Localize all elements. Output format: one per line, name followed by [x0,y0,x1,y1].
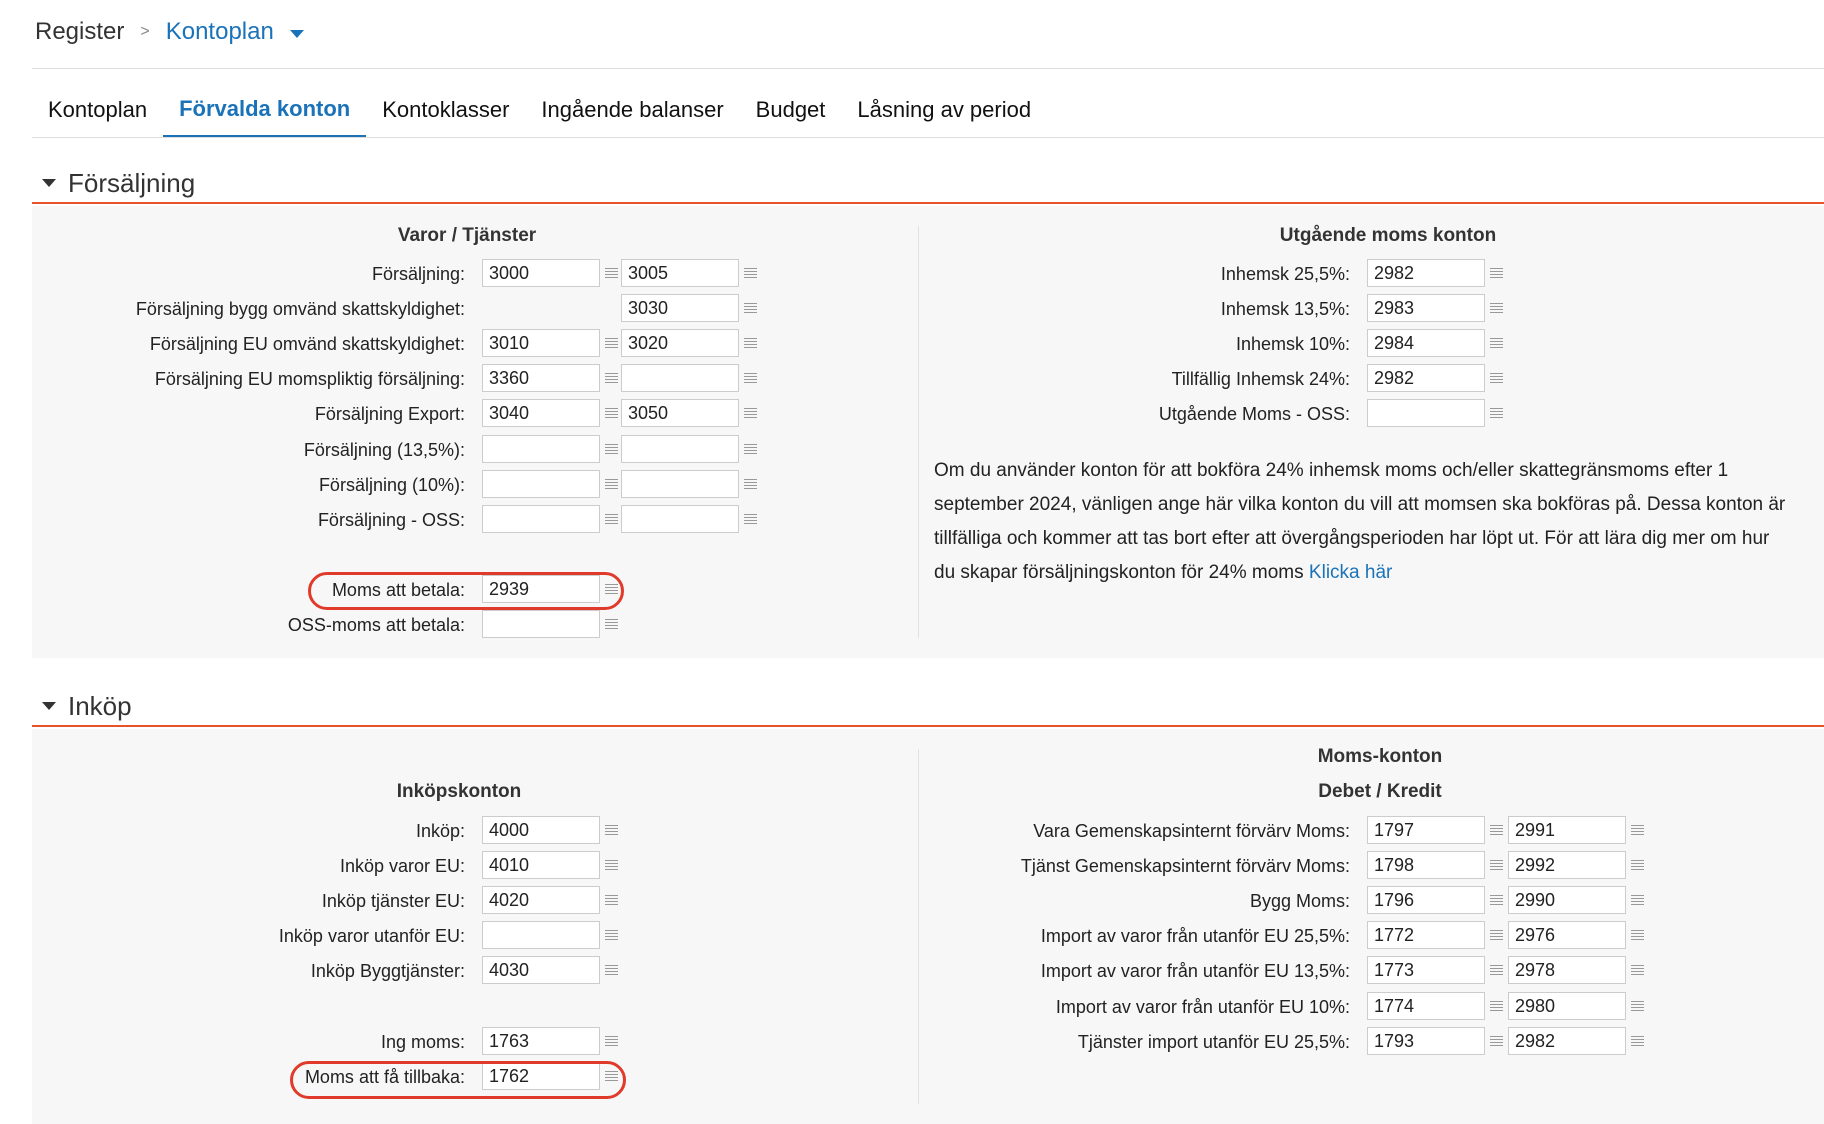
out-vat-label: Tillfällig Inhemsk 24%: [1171,369,1350,389]
list-icon[interactable] [600,259,622,287]
list-icon [605,408,618,418]
list-icon[interactable] [1626,1027,1648,1055]
list-icon[interactable] [1626,921,1648,949]
sales-account-alt-field[interactable] [621,259,739,287]
list-icon [1490,268,1503,278]
vat-credit-field[interactable] [1508,886,1626,914]
list-icon[interactable] [600,435,622,463]
sales-account-field[interactable] [482,399,600,427]
info-link[interactable]: Klicka här [1308,562,1393,583]
list-icon[interactable] [1626,992,1648,1020]
tab-budget[interactable]: Budget [755,97,826,122]
sales-row-label: Försäljning (10%): [318,475,465,495]
list-icon [605,1071,618,1081]
subheading-inkopskonton: Inköpskonton [396,781,522,802]
list-icon[interactable] [600,921,622,949]
oss-vat-payable-label: OSS-moms att betala: [287,615,465,635]
sales-account-field[interactable] [482,505,600,533]
tab-forvalda-konton[interactable]: Förvalda konton [163,82,366,138]
list-icon [744,373,757,383]
list-icon [744,408,757,418]
list-icon [1631,1036,1644,1046]
list-icon [1490,965,1503,975]
list-icon[interactable] [600,851,622,879]
list-icon [744,268,757,278]
breadcrumb-current[interactable]: Kontoplan [165,18,274,45]
caret-down-icon[interactable] [290,30,304,38]
list-icon[interactable] [1626,886,1648,914]
list-icon[interactable] [739,329,761,357]
vat-debit-field[interactable] [1367,1027,1485,1055]
vat-account-label: Tjänst Gemenskapsinternt förvärv Moms: [1020,856,1350,876]
subheading-debet-kredit: Debet / Kredit [1318,781,1442,802]
sales-account-alt-field[interactable] [621,435,739,463]
divider [32,68,1824,69]
list-icon[interactable] [600,1027,622,1055]
sales-row-label: Försäljning EU omvänd skattskyldighet: [149,334,465,354]
list-icon [605,373,618,383]
tab-lasning-av-period[interactable]: Låsning av period [857,97,1032,122]
list-icon[interactable] [739,435,761,463]
vat-account-label: Import av varor från utanför EU 10%: [1055,997,1350,1017]
list-icon[interactable] [1626,816,1648,844]
list-icon[interactable] [1485,1027,1507,1055]
info-text: Om du använder konton för att bokföra 24% inhemsk moms och/eller skattegränsmoms efter 1 september 2024, vänligen ange här vilka konton du vill att momsen ska bokföras på. Dessa konton är tillfälliga och kommer att tas bort efter att övergångsperioden har löpt ut. För att lära dig mer om hur du skapar försäljningskonton för 24% moms Klicka här [934,460,1786,583]
list-icon[interactable] [739,470,761,498]
section-header-sales[interactable] [32,164,1824,204]
sales-account-alt-field[interactable] [621,294,739,322]
out-vat-field[interactable] [1367,294,1485,322]
list-icon [1631,860,1644,870]
out-vat-label: Utgående Moms - OSS: [1158,404,1350,424]
list-icon [605,930,618,940]
sales-account-field[interactable] [482,435,600,463]
vat-refund-field[interactable] [482,1062,600,1090]
out-vat-field[interactable] [1367,259,1485,287]
vat-credit-field[interactable] [1508,1027,1626,1055]
list-icon[interactable] [1626,851,1648,879]
sales-row-label: Försäljning (13,5%): [303,440,465,460]
list-icon [744,514,757,524]
vat-credit-field[interactable] [1508,816,1626,844]
list-icon [1631,1001,1644,1011]
vat-refund-label: Moms att få tillbaka: [304,1067,465,1087]
list-icon [605,514,618,524]
list-icon [744,444,757,454]
list-icon [1490,338,1503,348]
list-icon [744,479,757,489]
purchase-account-field[interactable] [482,956,600,984]
subheading-moms-konton: Moms-konton [1317,746,1443,767]
list-icon[interactable] [739,294,761,322]
sales-row-label: Försäljning Export: [314,404,465,424]
list-icon [605,860,618,870]
oss-vat-payable-field[interactable] [482,610,600,638]
list-icon[interactable] [600,575,622,603]
out-vat-label: Inhemsk 25,5%: [1220,264,1350,284]
purchase-account-field[interactable] [482,851,600,879]
sales-account-alt-field[interactable] [621,399,739,427]
list-icon [1631,825,1644,835]
column-divider [918,749,919,1104]
vat-account-label: Import av varor från utanför EU 25,5%: [1040,926,1350,946]
caret-down-icon[interactable] [42,702,56,710]
vat-debit-field[interactable] [1367,886,1485,914]
list-icon [605,479,618,489]
breadcrumb-separator: > [140,23,150,40]
sales-panel [32,206,1824,658]
out-vat-field[interactable] [1367,364,1485,392]
list-icon [744,338,757,348]
list-icon [605,965,618,975]
section-title: Inköp [68,690,132,721]
vat-debit-field[interactable] [1367,956,1485,984]
sales-account-alt-field[interactable] [621,505,739,533]
out-vat-label: Inhemsk 10%: [1235,334,1350,354]
list-icon[interactable] [600,364,622,392]
list-icon [605,825,618,835]
tab-bar [32,82,1047,138]
purchase-row-label: Inköp varor utanför EU: [278,926,465,946]
vat-credit-field[interactable] [1508,851,1626,879]
list-icon[interactable] [739,505,761,533]
list-icon[interactable] [600,399,622,427]
list-icon [605,895,618,905]
list-icon[interactable] [1485,851,1507,879]
list-icon [1490,895,1503,905]
purchase-row-label: Inköp tjänster EU: [321,891,465,911]
list-icon[interactable] [600,505,622,533]
vat-credit-field[interactable] [1508,992,1626,1020]
list-icon [1631,895,1644,905]
vat-account-label: Tjänster import utanför EU 25,5%: [1077,1032,1350,1052]
section-header-purchase[interactable] [32,687,1824,727]
list-icon[interactable] [1485,364,1507,392]
input-vat-label: Ing moms: [380,1032,465,1052]
list-icon [1490,1001,1503,1011]
list-icon[interactable] [1626,956,1648,984]
vat-account-label: Bygg Moms: [1249,891,1350,911]
breadcrumb-register[interactable]: Register [35,18,125,45]
list-icon[interactable] [600,816,622,844]
sales-account-field[interactable] [482,259,600,287]
sales-row-label: Försäljning bygg omvänd skattskyldighet: [135,299,465,319]
list-icon[interactable] [1485,956,1507,984]
vat-debit-field[interactable] [1367,851,1485,879]
purchase-row-label: Inköp: [415,821,465,841]
list-icon [1490,408,1503,418]
column-divider [918,226,919,638]
out-vat-field[interactable] [1367,329,1485,357]
subheading-varor-tjanster: Varor / Tjänster [397,225,537,246]
sales-account-alt-field[interactable] [621,329,739,357]
list-icon[interactable] [600,329,622,357]
tab-kontoplan[interactable]: Kontoplan [48,97,148,122]
list-icon [1490,860,1503,870]
sales-row-label: Försäljning EU momspliktig försäljning: [154,369,465,389]
sales-account-alt-field[interactable] [621,470,739,498]
list-icon [1631,965,1644,975]
breadcrumb [35,12,304,52]
tab-kontoklasser[interactable]: Kontoklasser [382,97,510,122]
list-icon[interactable] [600,610,622,638]
list-icon [744,303,757,313]
vat-account-label: Import av varor från utanför EU 13,5%: [1040,961,1350,981]
list-icon[interactable] [739,399,761,427]
input-vat-field[interactable] [482,1027,600,1055]
vat-debit-field[interactable] [1367,992,1485,1020]
list-icon[interactable] [1485,921,1507,949]
vat-debit-field[interactable] [1367,921,1485,949]
list-icon[interactable] [600,956,622,984]
purchase-account-field[interactable] [482,921,600,949]
list-icon[interactable] [1485,992,1507,1020]
purchase-row-label: Inköp Byggtjänster: [310,961,465,981]
list-icon [605,584,618,594]
list-icon[interactable] [1485,399,1507,427]
vat-credit-field[interactable] [1508,956,1626,984]
vat-payable-label: Moms att betala: [331,580,465,600]
list-icon [605,1036,618,1046]
list-icon [1490,373,1503,383]
sales-row-label: Försäljning - OSS: [317,510,465,530]
list-icon [605,619,618,629]
list-icon [605,268,618,278]
caret-down-icon[interactable] [42,179,56,187]
list-icon [1490,930,1503,940]
list-icon [1631,930,1644,940]
list-icon [1490,303,1503,313]
list-icon[interactable] [1485,329,1507,357]
list-icon[interactable] [1485,886,1507,914]
list-icon [1490,825,1503,835]
vat-credit-field[interactable] [1508,921,1626,949]
sales-account-field[interactable] [482,329,600,357]
list-icon[interactable] [739,364,761,392]
list-icon [1490,1036,1503,1046]
list-icon [605,338,618,348]
vat-payable-field[interactable] [482,575,600,603]
list-icon[interactable] [739,259,761,287]
list-icon[interactable] [600,470,622,498]
sales-account-alt-field[interactable] [621,364,739,392]
purchase-account-field[interactable] [482,816,600,844]
list-icon [605,444,618,454]
divider [32,137,1824,138]
section-title: Försäljning [68,167,196,198]
out-vat-label: Inhemsk 13,5%: [1220,299,1350,319]
subheading-utgaende-moms: Utgående moms konton [1279,225,1497,246]
vat-debit-field[interactable] [1367,816,1485,844]
sales-account-field[interactable] [482,364,600,392]
tab-ingaende-balanser[interactable]: Ingående balanser [541,97,724,122]
list-icon[interactable] [1485,259,1507,287]
list-icon[interactable] [600,1062,622,1090]
list-icon[interactable] [1485,294,1507,322]
sales-account-field[interactable] [482,470,600,498]
sales-row-label: Försäljning: [371,264,465,284]
out-vat-field[interactable] [1367,399,1485,427]
purchase-row-label: Inköp varor EU: [339,856,465,876]
purchase-account-field[interactable] [482,886,600,914]
list-icon[interactable] [1485,816,1507,844]
list-icon[interactable] [600,886,622,914]
vat-account-label: Vara Gemenskapsinternt förvärv Moms: [1033,821,1350,841]
